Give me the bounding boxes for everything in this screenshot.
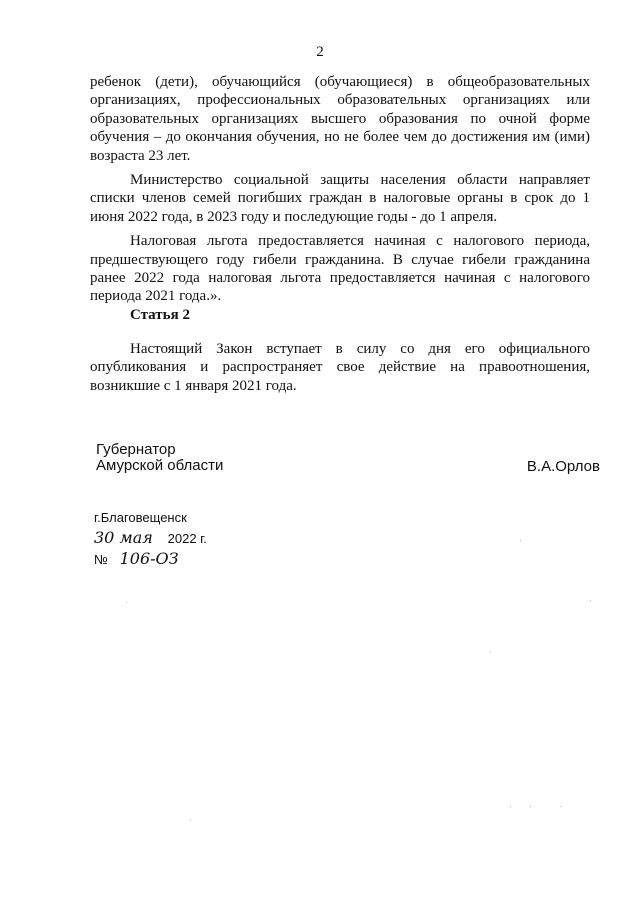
scan-speck [490,652,491,653]
date-line [94,528,207,549]
scan-speck [520,540,521,541]
scan-speck [510,806,511,807]
position-line-2: Амурской области [96,457,224,474]
handwritten-date: 30 мая [94,528,153,547]
paragraph-1: ребенок (дети), обучающийся (обучающиеся) в общеобразовательных организациях, профессиональных образовательных организациях или образовательных организациях высшего образования по очной форме обучения – до окончания обучения, но не более чем до достижения им (ими) возраста 23 лет. [90,74,590,164]
article-heading: Статья 2 [130,307,190,323]
paragraph-3: Налоговая льгота предоставляется начиная с налогового периода, предшествующего году гибели гражданина. В случае гибели гражданина ранее 2022 года налоговая льгота предоставляется начиная с налогового периода 2021 года.». [90,233,590,305]
signature-position [96,442,223,474]
page-number: 2 [316,44,324,60]
scan-speck [560,806,561,807]
number-line [94,549,207,570]
scan-speck [190,820,191,821]
city: г.Благовещенск [94,510,187,525]
handwritten-number: 106-ОЗ [119,549,179,568]
paragraph-2: Министерство социальной защиты населения области направляет списки членов семей погибших граждан в налоговые органы в срок до 1 июня 2022 года, в 2023 году и последующие годы - до 1 апреля. [90,172,590,225]
article-text-block [90,340,590,401]
scan-speck [126,602,127,603]
date-year: 2022 г. [167,531,207,546]
number-label: № [94,552,108,567]
scan-speck [590,600,591,601]
position-line-1: Губернатор [96,441,176,458]
signatory-name: В.А.Орлов [526,458,600,475]
law-continuation-text [90,73,590,312]
article-2-text: Настоящий Закон вступает в силу со дня его официального опубликования и распространяет свое действие на правоотношения, возникшие с 1 января 2021 года. [90,341,590,394]
place-and-date [94,508,207,570]
scan-speck [530,806,531,807]
